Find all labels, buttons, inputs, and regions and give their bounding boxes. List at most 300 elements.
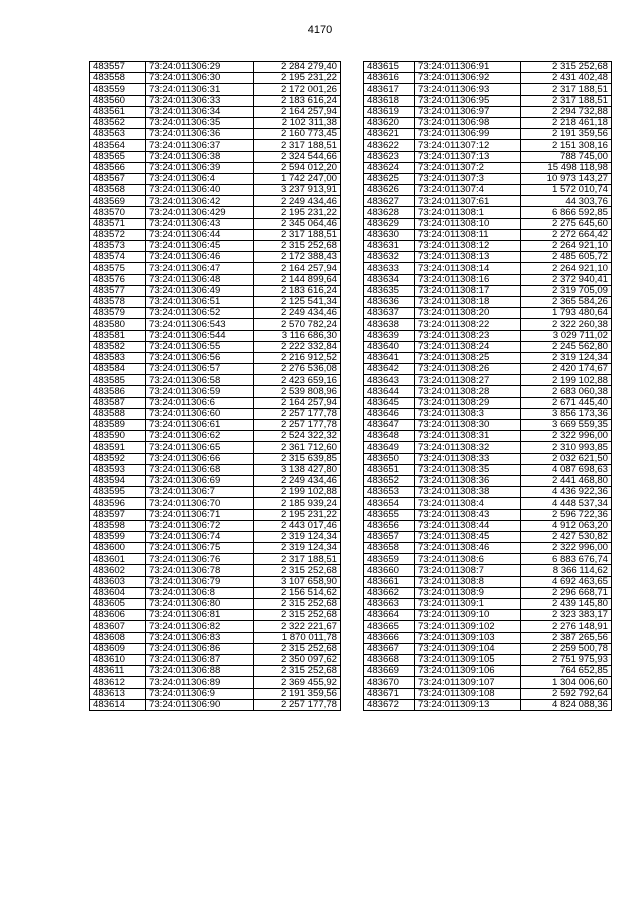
value-cell: 1 304 006,60 [521,677,612,688]
cadastral-number-cell: 73:24:011307:12 [415,140,521,151]
record-number-cell: 483563 [90,129,146,140]
value-cell: 2 310 993,85 [521,442,612,453]
cadastral-number-cell: 73:24:011308:30 [415,420,521,431]
value-cell: 2 183 616,24 [254,285,341,296]
value-cell: 2 315 252,68 [254,241,341,252]
table-row [364,84,612,95]
value-cell: 2 441 468,80 [521,475,612,486]
value-cell: 2 259 500,78 [521,643,612,654]
cadastral-number-cell: 73:24:011308:20 [415,308,521,319]
value-cell: 2 315 252,68 [254,599,341,610]
cadastral-number-cell: 73:24:011308:6 [415,554,521,565]
value-cell: 2 183 616,24 [254,95,341,106]
cadastral-number-cell: 73:24:011308:23 [415,330,521,341]
cadastral-number-cell: 73:24:011309:107 [415,677,521,688]
table-row [364,308,612,319]
value-cell: 2 151 308,16 [521,140,612,151]
table-row [364,117,612,128]
table-row [90,688,341,699]
cadastral-number-cell: 73:24:011306:429 [146,207,254,218]
record-number-cell: 483641 [364,352,415,363]
record-number-cell: 483605 [90,599,146,610]
value-cell: 2 191 359,56 [521,129,612,140]
value-cell: 2 322 996,00 [521,431,612,442]
cadastral-number-cell: 73:24:011309:104 [415,643,521,654]
record-number-cell: 483587 [90,397,146,408]
cadastral-number-cell: 73:24:011306:544 [146,330,254,341]
record-number-cell: 483578 [90,296,146,307]
table-row [364,464,612,475]
value-cell: 2 324 544,66 [254,151,341,162]
value-cell: 2 319 124,34 [254,531,341,542]
record-number-cell: 483669 [364,666,415,677]
table-row [90,196,341,207]
record-number-cell: 483567 [90,173,146,184]
cadastral-number-cell: 73:24:011306:39 [146,162,254,173]
table-row [90,274,341,285]
cadastral-number-cell: 73:24:011308:8 [415,576,521,587]
record-number-cell: 483614 [90,699,146,710]
value-cell: 4 824 088,36 [521,699,612,710]
cadastral-number-cell: 73:24:011308:7 [415,565,521,576]
cadastral-number-cell: 73:24:011306:46 [146,252,254,263]
cadastral-number-cell: 73:24:011308:18 [415,296,521,307]
table-row [364,252,612,263]
record-number-cell: 483572 [90,229,146,240]
value-cell: 4 448 537,34 [521,498,612,509]
cadastral-number-cell: 73:24:011308:13 [415,252,521,263]
cadastral-number-cell: 73:24:011308:24 [415,341,521,352]
cadastral-number-cell: 73:24:011306:60 [146,408,254,419]
record-number-cell: 483600 [90,543,146,554]
cadastral-number-cell: 73:24:011306:59 [146,386,254,397]
record-number-cell: 483624 [364,162,415,173]
record-number-cell: 483575 [90,263,146,274]
cadastral-number-cell: 73:24:011306:36 [146,129,254,140]
cadastral-number-cell: 73:24:011306:99 [415,129,521,140]
table-row [364,420,612,431]
value-cell: 2 315 252,68 [254,643,341,654]
table-row [90,487,341,498]
value-cell: 2 443 017,46 [254,520,341,531]
value-cell: 2 322 221,67 [254,621,341,632]
cadastral-number-cell: 73:24:011306:87 [146,654,254,665]
cadastral-number-cell: 73:24:011307:2 [415,162,521,173]
value-cell: 2 164 257,94 [254,397,341,408]
record-number-cell: 483640 [364,341,415,352]
record-number-cell: 483559 [90,84,146,95]
right-table [363,61,612,711]
table-row [90,364,341,375]
record-number-cell: 483558 [90,73,146,84]
cadastral-number-cell: 73:24:011306:38 [146,151,254,162]
table-row [90,319,341,330]
record-number-cell: 483589 [90,420,146,431]
cadastral-number-cell: 73:24:011308:9 [415,587,521,598]
table-row [90,431,341,442]
table-row [90,117,341,128]
cadastral-number-cell: 73:24:011307:61 [415,196,521,207]
value-cell: 2 164 257,94 [254,263,341,274]
right-table-body [364,62,612,711]
value-cell: 2 345 064,46 [254,218,341,229]
table-row [364,654,612,665]
table-row [364,319,612,330]
cadastral-number-cell: 73:24:011308:16 [415,274,521,285]
value-cell: 2 317 188,51 [254,140,341,151]
cadastral-number-cell: 73:24:011308:28 [415,386,521,397]
value-cell: 2 257 177,78 [254,699,341,710]
cadastral-number-cell: 73:24:011307:13 [415,151,521,162]
table-row [364,487,612,498]
cadastral-number-cell: 73:24:011306:62 [146,431,254,442]
cadastral-number-cell: 73:24:011309:105 [415,654,521,665]
value-cell: 2 102 311,38 [254,117,341,128]
value-cell: 2 315 252,68 [254,565,341,576]
record-number-cell: 483663 [364,599,415,610]
value-cell: 1 572 010,74 [521,185,612,196]
cadastral-number-cell: 73:24:011306:51 [146,296,254,307]
record-number-cell: 483635 [364,285,415,296]
value-cell: 4 692 463,65 [521,576,612,587]
cadastral-number-cell: 73:24:011306:65 [146,442,254,453]
value-cell: 6 883 676,74 [521,554,612,565]
value-cell: 10 973 143,27 [521,173,612,184]
record-number-cell: 483574 [90,252,146,263]
record-number-cell: 483617 [364,84,415,95]
cadastral-number-cell: 73:24:011306:83 [146,632,254,643]
table-row [90,442,341,453]
record-number-cell: 483644 [364,386,415,397]
record-number-cell: 483601 [90,554,146,565]
value-cell: 2 264 921,10 [521,263,612,274]
table-row [364,173,612,184]
record-number-cell: 483583 [90,352,146,363]
value-cell: 2 317 188,51 [521,95,612,106]
cadastral-number-cell: 73:24:011306:66 [146,453,254,464]
record-number-cell: 483623 [364,151,415,162]
cadastral-number-cell: 73:24:011308:45 [415,531,521,542]
table-row [90,386,341,397]
record-number-cell: 483571 [90,218,146,229]
cadastral-number-cell: 73:24:011309:1 [415,599,521,610]
value-cell: 1 742 247,00 [254,173,341,184]
record-number-cell: 483577 [90,285,146,296]
record-number-cell: 483620 [364,117,415,128]
cadastral-number-cell: 73:24:011306:9 [146,688,254,699]
cadastral-number-cell: 73:24:011306:33 [146,95,254,106]
cadastral-number-cell: 73:24:011308:38 [415,487,521,498]
value-cell: 2 315 252,68 [254,610,341,621]
cadastral-number-cell: 73:24:011306:8 [146,587,254,598]
cadastral-number-cell: 73:24:011306:35 [146,117,254,128]
value-cell: 2 592 792,64 [521,688,612,699]
cadastral-number-cell: 73:24:011308:4 [415,498,521,509]
record-number-cell: 483595 [90,487,146,498]
table-row [364,632,612,643]
table-row [364,677,612,688]
cadastral-number-cell: 73:24:011308:32 [415,442,521,453]
table-row [364,95,612,106]
value-cell: 2 257 177,78 [254,420,341,431]
value-cell: 3 237 913,91 [254,185,341,196]
cadastral-number-cell: 73:24:011306:72 [146,520,254,531]
table-row [364,408,612,419]
record-number-cell: 483672 [364,699,415,710]
cadastral-number-cell: 73:24:011306:58 [146,375,254,386]
table-row [90,610,341,621]
cadastral-number-cell: 73:24:011306:48 [146,274,254,285]
table-row [364,218,612,229]
value-cell: 1 870 011,78 [254,632,341,643]
record-number-cell: 483597 [90,509,146,520]
table-row [90,263,341,274]
record-number-cell: 483570 [90,207,146,218]
cadastral-number-cell: 73:24:011306:80 [146,599,254,610]
value-cell: 2 350 097,62 [254,654,341,665]
record-number-cell: 483647 [364,420,415,431]
table-row [90,341,341,352]
value-cell: 2 596 722,36 [521,509,612,520]
table-row [364,554,612,565]
cadastral-number-cell: 73:24:011306:81 [146,610,254,621]
value-cell: 2 322 996,00 [521,543,612,554]
value-cell: 2 372 940,41 [521,274,612,285]
cadastral-number-cell: 73:24:011306:4 [146,173,254,184]
table-row [364,587,612,598]
value-cell: 2 319 124,34 [254,543,341,554]
table-row [90,207,341,218]
value-cell: 2 160 773,45 [254,129,341,140]
value-cell: 2 125 541,34 [254,296,341,307]
table-row [90,84,341,95]
record-number-cell: 483646 [364,408,415,419]
value-cell: 2 249 434,46 [254,475,341,486]
cadastral-number-cell: 73:24:011306:89 [146,677,254,688]
record-number-cell: 483610 [90,654,146,665]
value-cell: 2 172 388,43 [254,252,341,263]
cadastral-number-cell: 73:24:011306:98 [415,117,521,128]
record-number-cell: 483566 [90,162,146,173]
cadastral-number-cell: 73:24:011308:3 [415,408,521,419]
table-row [90,408,341,419]
table-row [90,129,341,140]
record-number-cell: 483565 [90,151,146,162]
table-row [364,475,612,486]
cadastral-number-cell: 73:24:011306:40 [146,185,254,196]
record-number-cell: 483564 [90,140,146,151]
table-row [90,330,341,341]
table-row [90,151,341,162]
cadastral-number-cell: 73:24:011306:57 [146,364,254,375]
cadastral-number-cell: 73:24:011309:108 [415,688,521,699]
cadastral-number-cell: 73:24:011308:46 [415,543,521,554]
value-cell: 4 087 698,63 [521,464,612,475]
table-row [364,207,612,218]
cadastral-number-cell: 73:24:011306:61 [146,420,254,431]
record-number-cell: 483590 [90,431,146,442]
record-number-cell: 483598 [90,520,146,531]
value-cell: 2 257 177,78 [254,408,341,419]
table-row [90,420,341,431]
table-row [364,621,612,632]
value-cell: 2 539 808,96 [254,386,341,397]
left-table-body [90,62,341,711]
cadastral-number-cell: 73:24:011306:68 [146,464,254,475]
record-number-cell: 483573 [90,241,146,252]
record-number-cell: 483656 [364,520,415,531]
table-row [90,106,341,117]
cadastral-number-cell: 73:24:011308:1 [415,207,521,218]
cadastral-number-cell: 73:24:011309:13 [415,699,521,710]
cadastral-number-cell: 73:24:011306:71 [146,509,254,520]
table-row [90,241,341,252]
record-number-cell: 483607 [90,621,146,632]
table-row [90,543,341,554]
table-row [90,285,341,296]
record-number-cell: 483628 [364,207,415,218]
record-number-cell: 483621 [364,129,415,140]
record-number-cell: 483664 [364,610,415,621]
value-cell: 3 107 658,90 [254,576,341,587]
table-row [90,498,341,509]
table-row [364,576,612,587]
table-row [90,520,341,531]
table-row [90,140,341,151]
cadastral-number-cell: 73:24:011306:31 [146,84,254,95]
record-number-cell: 483633 [364,263,415,274]
record-number-cell: 483636 [364,296,415,307]
value-cell: 3 856 173,36 [521,408,612,419]
table-row [364,610,612,621]
record-number-cell: 483649 [364,442,415,453]
value-cell: 2 156 514,62 [254,587,341,598]
cadastral-number-cell: 73:24:011306:91 [415,62,521,73]
table-row [364,453,612,464]
value-cell: 3 029 711,02 [521,330,612,341]
record-number-cell: 483667 [364,643,415,654]
cadastral-number-cell: 73:24:011306:34 [146,106,254,117]
value-cell: 2 249 434,46 [254,308,341,319]
record-number-cell: 483655 [364,509,415,520]
cadastral-number-cell: 73:24:011306:29 [146,62,254,73]
value-cell: 2 264 921,10 [521,241,612,252]
cadastral-number-cell: 73:24:011306:49 [146,285,254,296]
table-row [90,654,341,665]
value-cell: 3 116 686,30 [254,330,341,341]
value-cell: 4 436 922,36 [521,487,612,498]
cadastral-number-cell: 73:24:011308:43 [415,509,521,520]
record-number-cell: 483594 [90,475,146,486]
table-row [364,296,612,307]
record-number-cell: 483654 [364,498,415,509]
table-row [90,308,341,319]
record-number-cell: 483602 [90,565,146,576]
table-row [90,666,341,677]
cadastral-number-cell: 73:24:011306:42 [146,196,254,207]
cadastral-number-cell: 73:24:011306:69 [146,475,254,486]
value-cell: 2 191 359,56 [254,688,341,699]
value-cell: 2 284 279,40 [254,62,341,73]
record-number-cell: 483619 [364,106,415,117]
value-cell: 3 138 427,80 [254,464,341,475]
cadastral-number-cell: 73:24:011309:10 [415,610,521,621]
cadastral-number-cell: 73:24:011306:45 [146,241,254,252]
table-row [364,106,612,117]
value-cell: 15 498 118,98 [521,162,612,173]
table-row [364,151,612,162]
table-row [90,509,341,520]
cadastral-number-cell: 73:24:011308:33 [415,453,521,464]
table-row [90,173,341,184]
cadastral-number-cell: 73:24:011306:78 [146,565,254,576]
table-row [364,599,612,610]
cadastral-number-cell: 73:24:011306:6 [146,397,254,408]
record-number-cell: 483658 [364,543,415,554]
value-cell: 2 751 975,93 [521,654,612,665]
value-cell: 2 369 455,92 [254,677,341,688]
value-cell: 2 319 705,09 [521,285,612,296]
table-row [90,587,341,598]
value-cell: 2 365 584,26 [521,296,612,307]
value-cell: 2 319 124,34 [521,352,612,363]
record-number-cell: 483630 [364,229,415,240]
cadastral-number-cell: 73:24:011306:70 [146,498,254,509]
table-row [364,565,612,576]
value-cell: 2 315 252,68 [521,62,612,73]
table-row [90,73,341,84]
value-cell: 2 524 322,32 [254,431,341,442]
table-row [364,643,612,654]
table-row [364,196,612,207]
cadastral-number-cell: 73:24:011306:95 [415,95,521,106]
value-cell: 2 323 383,17 [521,610,612,621]
cadastral-number-cell: 73:24:011308:36 [415,475,521,486]
table-row [364,397,612,408]
record-number-cell: 483625 [364,173,415,184]
value-cell: 2 420 174,67 [521,364,612,375]
record-number-cell: 483622 [364,140,415,151]
table-row [364,62,612,73]
table-row [364,364,612,375]
record-number-cell: 483650 [364,453,415,464]
record-number-cell: 483659 [364,554,415,565]
table-row [90,576,341,587]
value-cell: 2 361 712,60 [254,442,341,453]
record-number-cell: 483632 [364,252,415,263]
table-row [364,375,612,386]
table-row [90,599,341,610]
record-number-cell: 483608 [90,632,146,643]
cadastral-number-cell: 73:24:011308:14 [415,263,521,274]
value-cell: 788 745,00 [521,151,612,162]
record-number-cell: 483591 [90,442,146,453]
table-row [90,218,341,229]
table-row [364,241,612,252]
cadastral-number-cell: 73:24:011306:44 [146,229,254,240]
cadastral-number-cell: 73:24:011308:29 [415,397,521,408]
record-number-cell: 483627 [364,196,415,207]
table-row [90,699,341,710]
cadastral-number-cell: 73:24:011309:106 [415,666,521,677]
value-cell: 44 303,76 [521,196,612,207]
record-number-cell: 483592 [90,453,146,464]
value-cell: 2 315 252,68 [254,666,341,677]
record-number-cell: 483657 [364,531,415,542]
cadastral-number-cell: 73:24:011308:11 [415,229,521,240]
table-row [364,442,612,453]
record-number-cell: 483562 [90,117,146,128]
